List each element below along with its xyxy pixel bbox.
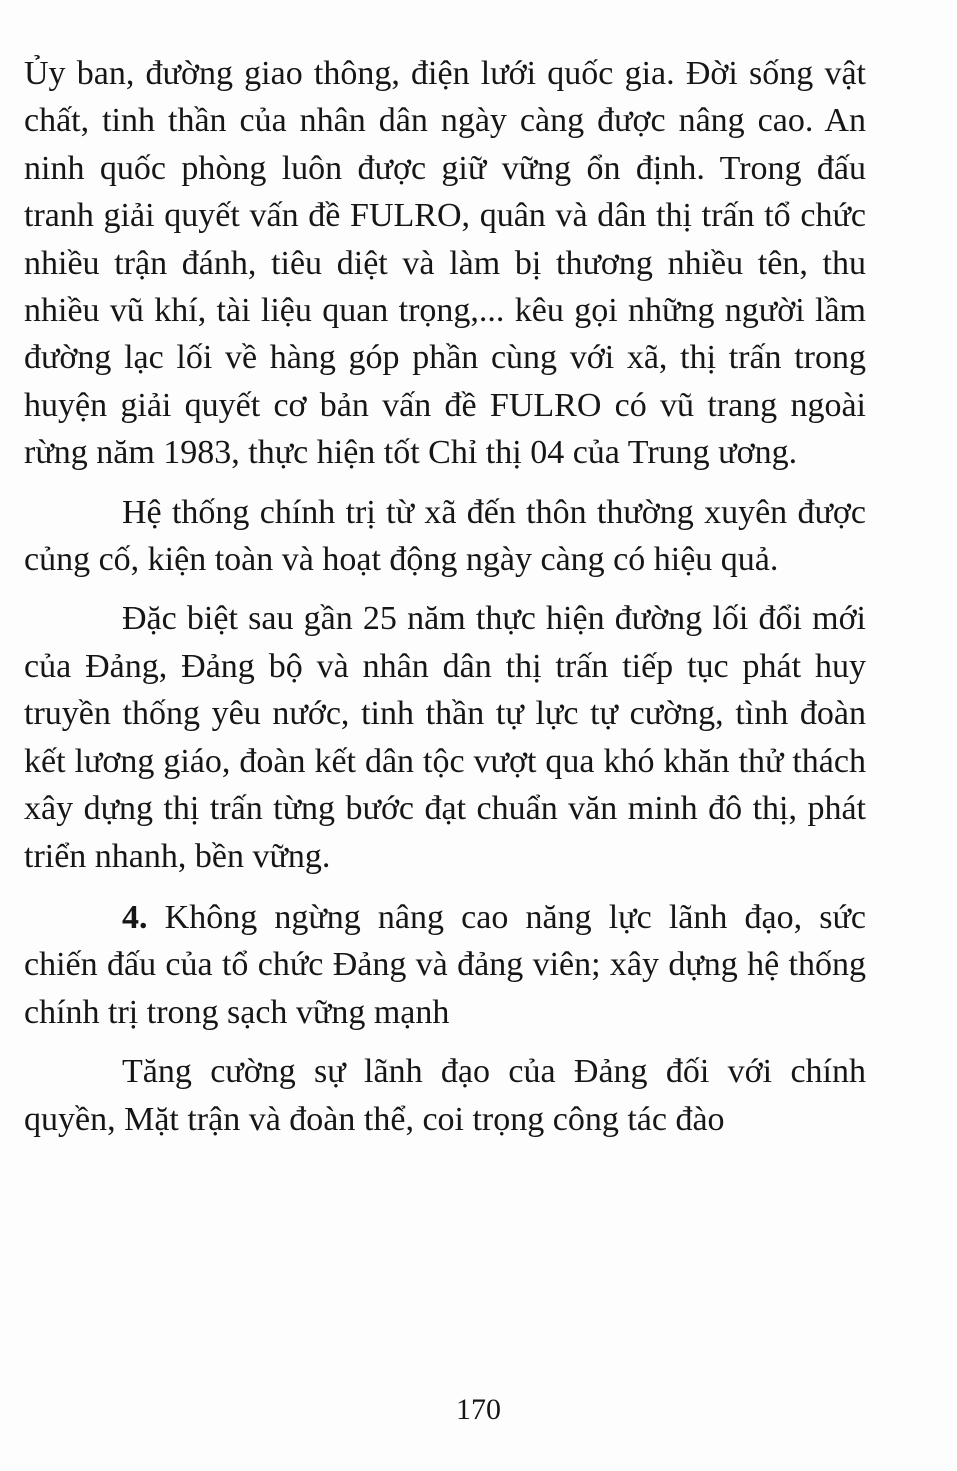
paragraph-political-system: Hệ thống chính trị từ xã đến thôn thường xuyên được củng cố, kiện toàn và hoạt động ngày càng có hiệu quả. [24, 493, 866, 579]
page-number: 170 [456, 1393, 501, 1426]
paragraph-continuation: Ủy ban, đường giao thông, điện lưới quốc gia. Đời sống vật chất, tinh thần của nhân dân ngày càng được nâng cao. An ninh quốc phòng luôn được giữ vững ổn định. Trong đấu tranh giải quyết vấn đề FULRO, quân và dân thị trấn tổ chức nhiều trận đánh, tiêu diệt và làm bị thương nhiều tên, thu nhiều vũ khí, tài liệu quan trọng,... kêu gọi những người lầm đường lạc lối về hàng góp phần cùng với xã, thị trấn trong huyện giải quyết cơ bản vấn đề FULRO có vũ trang ngoài rừng năm 1983, thực hiện tốt Chỉ thị 04 của Trung ương. [24, 55, 866, 472]
section-number: 4. [122, 898, 148, 936]
paragraph-renovation: Đặc biệt sau gần 25 năm thực hiện đường lối đổi mới của Đảng, Đảng bộ và nhân dân thị trấn tiếp tục phát huy truyền thống yêu nước, tinh thần tự lực tự cường, tình đoàn kết lương giáo, đoàn kết dân tộc vượt qua khó khăn thử thách xây dựng thị trấn từng bước đạt chuẩn văn minh đô thị, phát triển nhanh, bền vững. [24, 600, 866, 875]
section-heading-text: Không ngừng nâng cao năng lực lãnh đạo, sức chiến đấu của tổ chức Đảng và đảng viên; xây dựng hệ thống chính trị trong sạch vững mạnh [24, 898, 866, 1031]
body-text [24, 50, 866, 1143]
section-heading [24, 894, 866, 1036]
paragraph-party-leadership: Tăng cường sự lãnh đạo của Đảng đối với chính quyền, Mặt trận và đoàn thể, coi trọng công tác đào [24, 1053, 866, 1138]
